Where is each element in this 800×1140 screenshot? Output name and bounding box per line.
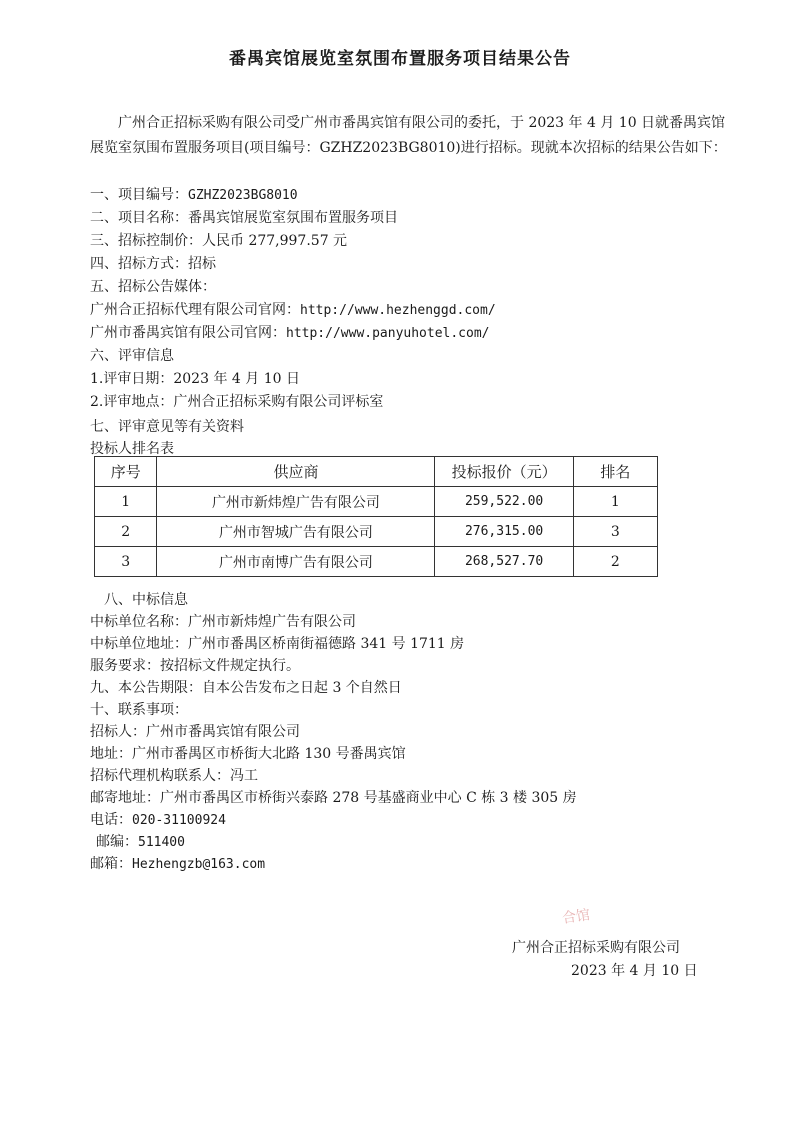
media-line-2 — [90, 322, 490, 342]
phone-label: 电话： — [90, 812, 132, 828]
header-supplier: 供应商 — [157, 457, 435, 487]
address-line — [90, 743, 406, 763]
table-row — [95, 517, 658, 547]
tender-method-label: 四、招标方式： — [90, 256, 188, 272]
cell-supplier: 广州市新炜煌广告有限公司 — [157, 487, 435, 517]
address-value: 广州市番禺区市桥街大北路 130 号番禺宾馆 — [132, 746, 406, 762]
media-1-url[interactable]: http://www.hezhenggd.com/ — [300, 303, 496, 318]
cell-bid-price: 276,315.00 — [435, 517, 573, 547]
award-heading: 八、中标信息 — [104, 592, 188, 608]
address-label: 地址： — [90, 746, 132, 762]
cell-bid-price: 268,527.70 — [435, 547, 573, 577]
review-date-label: 1.评审日期： — [90, 371, 174, 387]
phone-line — [90, 809, 226, 829]
tenderer-value: 广州市番禺宾馆有限公司 — [146, 724, 300, 740]
service-label: 服务要求： — [90, 658, 160, 674]
signature-date: 2023 年 4 月 10 日 — [571, 963, 698, 979]
header-rank: 排名 — [573, 457, 657, 487]
media-heading: 五、招标公告媒体： — [90, 279, 216, 295]
cell-supplier: 广州市南博广告有限公司 — [157, 547, 435, 577]
winner-address-label: 中标单位地址： — [90, 636, 188, 652]
project-name-value: 番禺宾馆展览室氛围布置服务项目 — [188, 210, 398, 226]
email-label: 邮箱： — [90, 856, 132, 872]
email-value[interactable]: Hezhengzb@163.com — [132, 857, 266, 872]
winner-address-value: 广州市番禺区桥南街福德路 341 号 1711 房 — [188, 636, 465, 652]
email-line — [90, 853, 265, 873]
tenderer-line — [90, 721, 300, 741]
page-title: 番禺宾馆展览室氛围布置服务项目结果公告 — [229, 49, 571, 69]
agent-contact-label: 招标代理机构联系人： — [90, 768, 230, 784]
header-seq: 序号 — [95, 457, 157, 487]
mail-address-line — [90, 787, 577, 807]
service-value: 按招标文件规定执行。 — [160, 658, 300, 674]
mail-address-label: 邮寄地址： — [90, 790, 160, 806]
review-place-line — [90, 391, 383, 411]
contact-heading: 十、联系事项： — [90, 702, 188, 718]
bidder-ranking-table — [94, 456, 658, 577]
cell-rank: 3 — [573, 517, 657, 547]
review-date-value: 2023 年 4 月 10 日 — [173, 371, 300, 387]
cell-rank: 1 — [573, 487, 657, 517]
tenderer-label: 招标人： — [90, 724, 146, 740]
winner-label: 中标单位名称： — [90, 614, 188, 630]
cell-supplier: 广州市智城广告有限公司 — [157, 517, 435, 547]
project-number-line — [90, 184, 298, 204]
media-2-url[interactable]: http://www.panyuhotel.com/ — [286, 326, 490, 341]
cell-seq: 3 — [95, 547, 157, 577]
media-2-label: 广州市番禺宾馆有限公司官网： — [90, 325, 286, 341]
review-date-line — [90, 368, 300, 388]
header-bid-price: 投标报价（元） — [435, 457, 573, 487]
signature-company: 广州合正招标采购有限公司 — [512, 940, 680, 956]
mail-address-value: 广州市番禺区市桥街兴泰路 278 号基盛商业中心 C 栋 3 楼 305 房 — [160, 790, 577, 806]
winner-value: 广州市新炜煌广告有限公司 — [188, 614, 356, 630]
table-row — [95, 547, 658, 577]
control-price-line — [90, 230, 347, 250]
project-number-value: GZHZ2023BG8010 — [188, 188, 298, 203]
review-place-value: 广州合正招标采购有限公司评标室 — [173, 394, 384, 410]
media-1-label: 广州合正招标代理有限公司官网： — [90, 302, 300, 318]
tender-method-value: 招标 — [188, 256, 216, 272]
agent-contact-line — [90, 765, 258, 785]
winner-address-line — [90, 633, 464, 653]
intro-paragraph: 广州合正招标采购有限公司受广州市番禺宾馆有限公司的委托，于 2023 年 4 月 10 日就番禺宾馆展览室氛围布置服务项目(项目编号：GZHZ2023BG8010)进行招标。现就本次招标的结果公告如下： — [90, 115, 727, 156]
rank-table-title: 投标人排名表 — [90, 441, 174, 457]
agent-contact-value: 冯工 — [230, 768, 258, 784]
service-line — [90, 655, 300, 675]
table-header-row — [95, 457, 658, 487]
cell-seq: 1 — [95, 487, 157, 517]
cell-seq: 2 — [95, 517, 157, 547]
postcode-label: 邮编： — [96, 834, 138, 850]
media-line-1 — [90, 299, 496, 319]
project-name-label: 二、项目名称： — [90, 210, 188, 226]
postcode-value: 511400 — [138, 835, 185, 850]
control-price-value: 人民币 277,997.57 元 — [202, 233, 348, 249]
winner-line — [90, 611, 356, 631]
review-place-label: 2.评审地点： — [90, 394, 174, 410]
cell-rank: 2 — [573, 547, 657, 577]
postcode-line — [96, 831, 185, 851]
tender-method-line — [90, 253, 216, 273]
project-number-label: 一、项目编号： — [90, 187, 188, 203]
faint-stamp-mark: 合馆 — [561, 907, 592, 927]
opinion-heading: 七、评审意见等有关资料 — [90, 419, 244, 435]
table-row — [95, 487, 658, 517]
notice-period: 九、本公告期限：自本公告发布之日起 3 个自然日 — [90, 680, 402, 696]
review-heading: 六、评审信息 — [90, 348, 174, 364]
cell-bid-price: 259,522.00 — [435, 487, 573, 517]
control-price-label: 三、招标控制价： — [90, 233, 202, 249]
phone-value: 020-31100924 — [132, 813, 226, 828]
project-name-line — [90, 207, 398, 227]
